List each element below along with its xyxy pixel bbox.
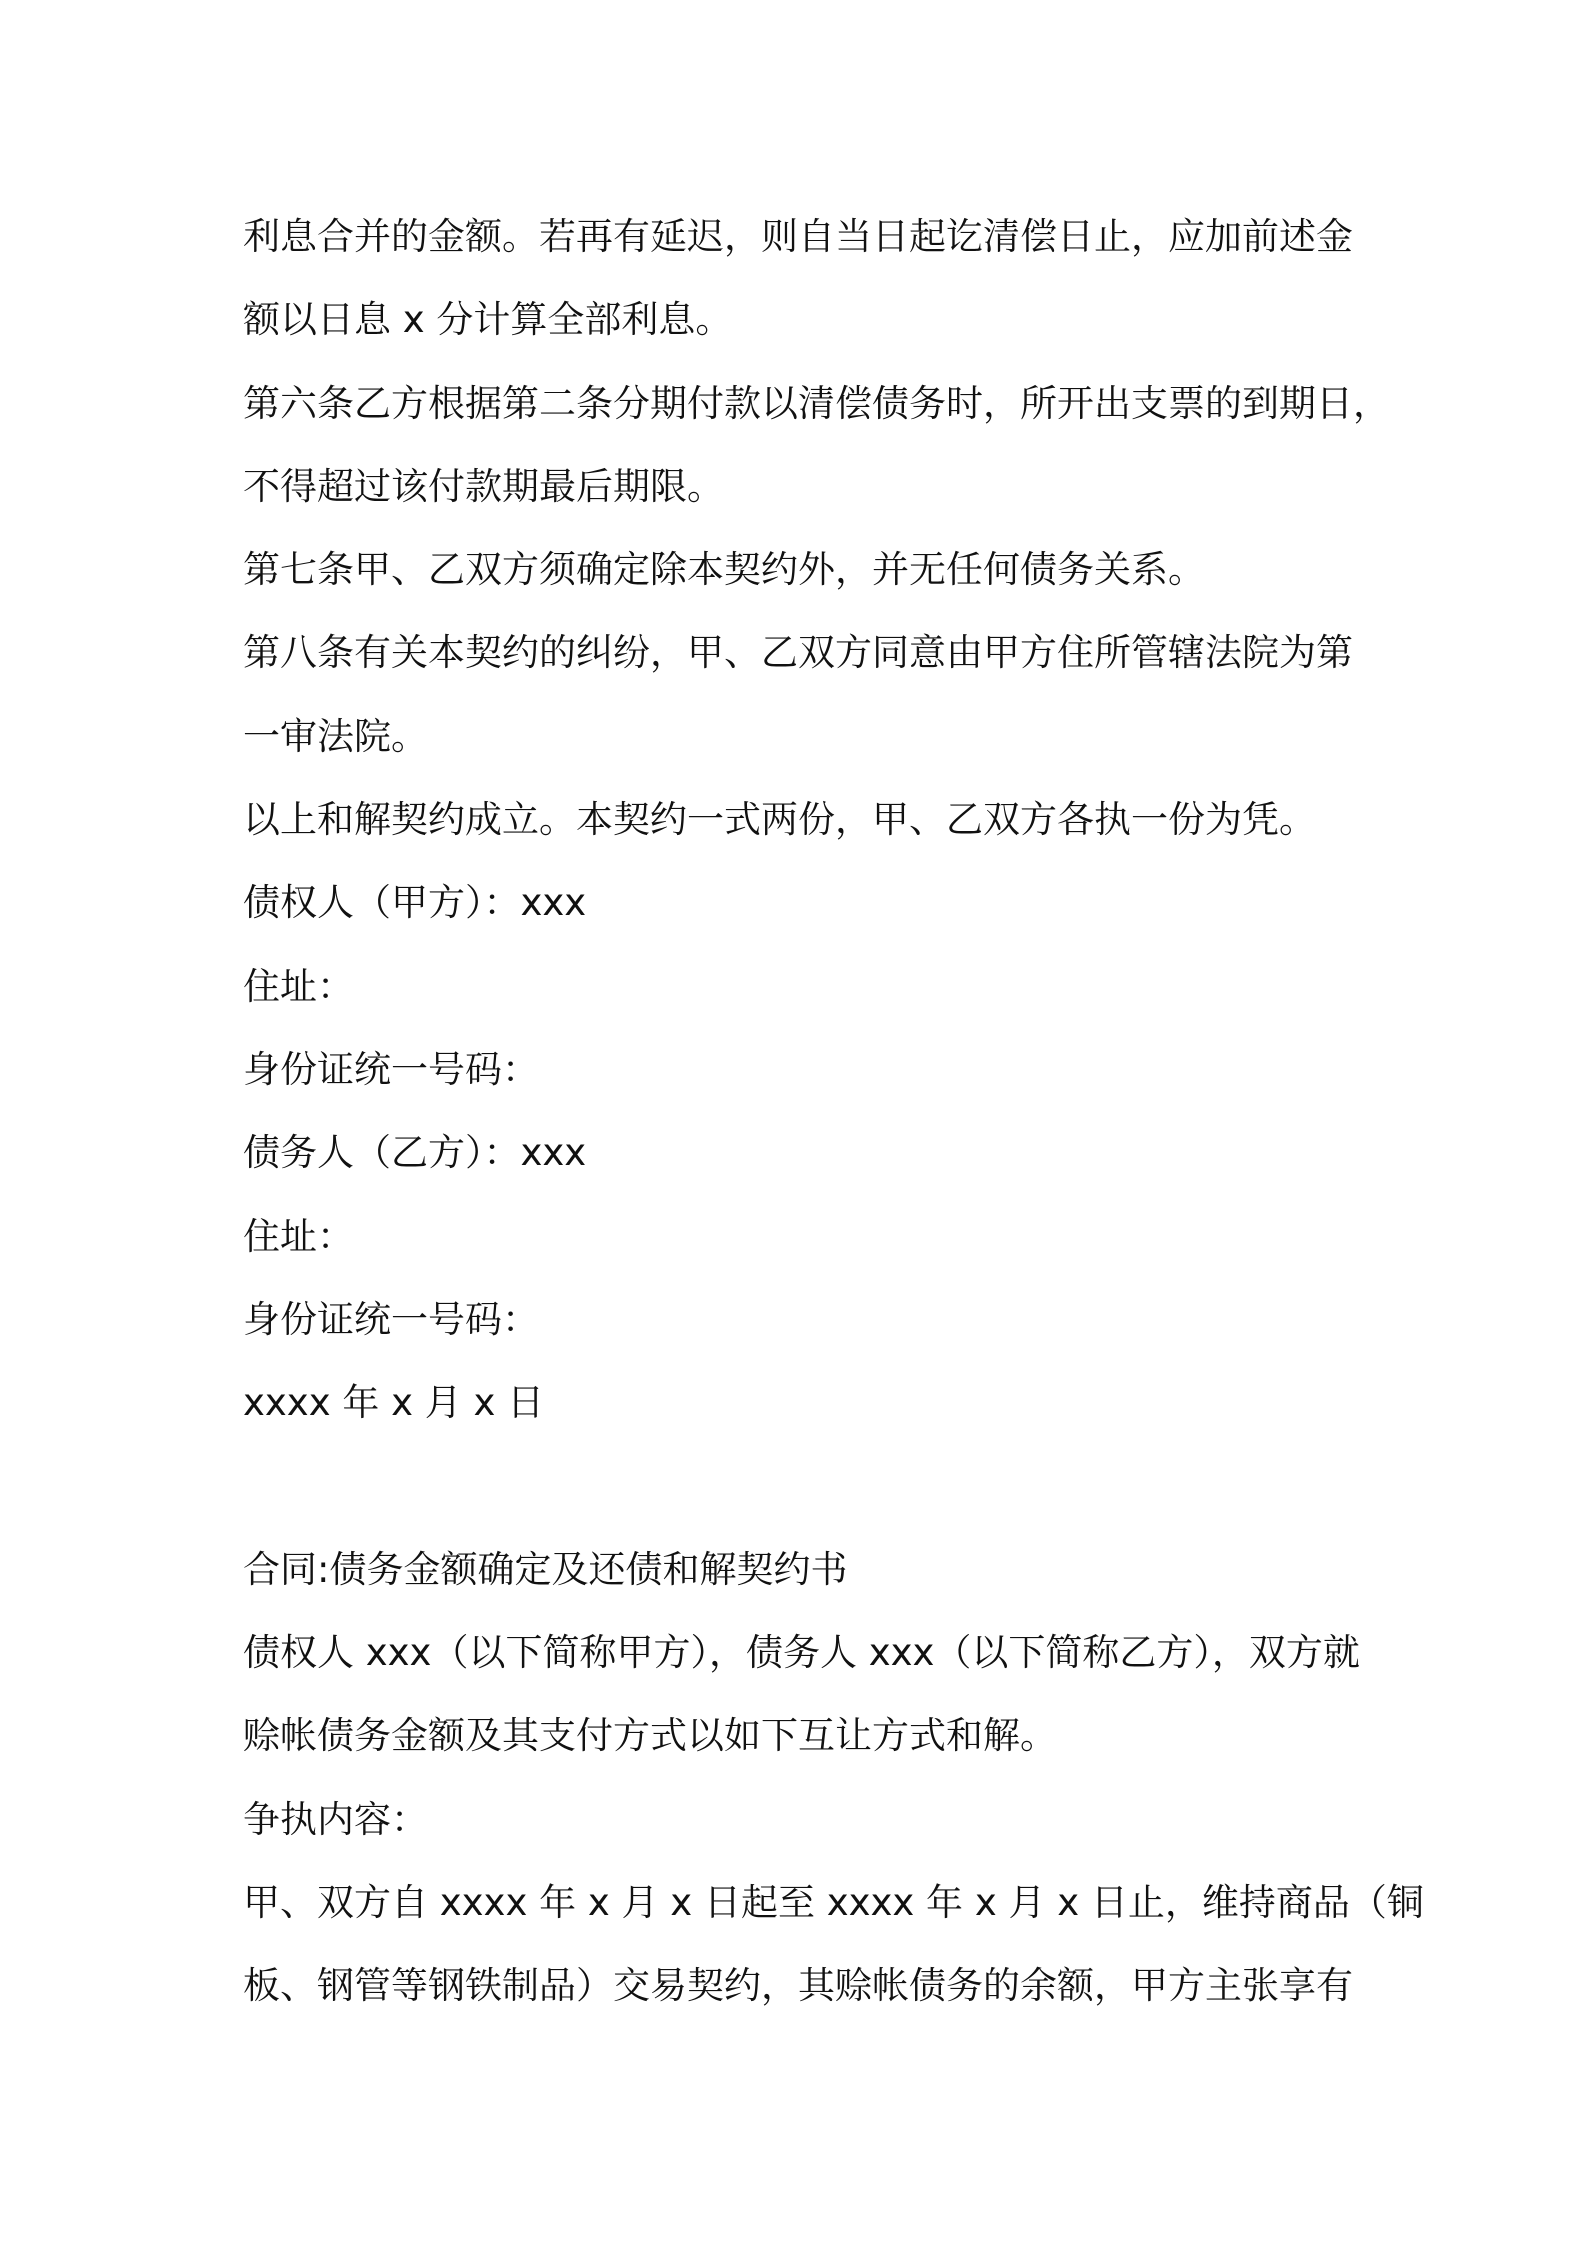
contract-title: 合同:债务金额确定及还债和解契约书 — [243, 1547, 848, 1591]
signing-date: xxxx 年 x 月 x 日 — [243, 1381, 545, 1425]
text-line: 赊帐债务金额及其支付方式以如下互让方式和解。 — [243, 1714, 1057, 1758]
creditor-name: 债权人（甲方）：xxx — [243, 881, 587, 925]
text-line: 利息合并的金额。若再有延迟，则自当日起讫清偿日止，应加前述金 — [243, 215, 1353, 258]
text-line: 甲、双方自 xxxx 年 x 月 x 日起至 xxxx 年 x 月 x 日止，维持商品（铜 — [243, 1880, 1424, 1924]
article-six-line: 第六条乙方根据第二条分期付款以清偿债务时，所开出支票的到期日， — [243, 381, 1390, 425]
text-line: 板、钢管等钢铁制品）交易契约，其赊帐债务的余额，甲方主张享有 — [243, 1964, 1353, 2008]
text-line: 债权人 xxx（以下简称甲方），债务人 xxx（以下简称乙方），双方就 — [243, 1631, 1360, 1675]
document-body — [243, 195, 1424, 2028]
debtor-address: 住址： — [243, 1214, 354, 1258]
article-seven-line: 第七条甲、乙双方须确定除本契约外，并无任何债务关系。 — [243, 548, 1205, 592]
closing-statement: 以上和解契约成立。本契约一式两份，甲、乙双方各执一份为凭。 — [243, 798, 1316, 842]
article-eight-line: 第八条有关本契约的纠纷，甲、乙双方同意由甲方住所管辖法院为第 — [243, 631, 1353, 675]
creditor-id-number: 身份证统一号码： — [243, 1047, 539, 1091]
text-line: 额以日息 x 分计算全部利息。 — [243, 298, 733, 342]
debtor-id-number: 身份证统一号码： — [243, 1297, 539, 1341]
creditor-address: 住址： — [243, 964, 354, 1008]
text-line: 一审法院。 — [243, 714, 428, 758]
text-line: 不得超过该付款期最后期限。 — [243, 464, 724, 508]
section-gap — [243, 1444, 1393, 1527]
dispute-heading: 争执内容： — [243, 1797, 428, 1841]
debtor-name: 债务人（乙方）：xxx — [243, 1131, 587, 1175]
